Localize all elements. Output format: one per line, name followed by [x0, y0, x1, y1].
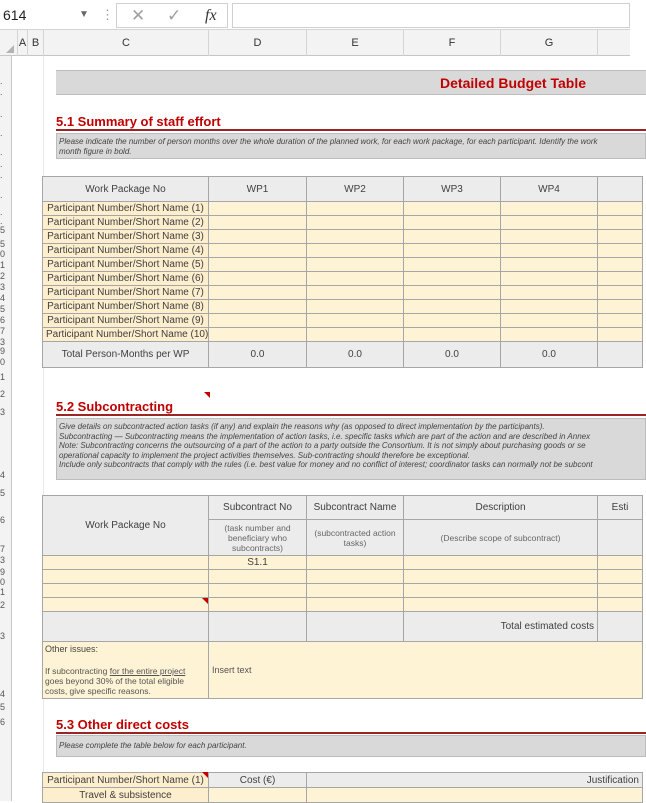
participant-row	[43, 244, 643, 258]
sub-cell[interactable]	[307, 556, 404, 570]
row-header[interactable]: 5	[0, 225, 6, 235]
participant-label: Participant Number/Short Name (10)	[43, 328, 209, 342]
total-wp1[interactable]: 0.0	[209, 342, 307, 368]
effort-cell[interactable]	[501, 202, 598, 216]
participant-label: Participant Number/Short Name (3)	[43, 230, 209, 244]
effort-cell[interactable]	[209, 328, 307, 342]
row-header[interactable]: .	[0, 170, 3, 180]
select-all-corner[interactable]	[0, 30, 18, 56]
row-header[interactable]: 0	[0, 249, 6, 259]
effort-cell[interactable]	[598, 244, 643, 258]
sub-cell[interactable]	[43, 598, 209, 612]
sub-header-work-package: Work Package No	[43, 496, 209, 556]
other-issues-label: Other issues:	[45, 644, 99, 654]
effort-cell[interactable]	[501, 328, 598, 342]
row-header[interactable]: 0	[0, 577, 6, 587]
row-header[interactable]: .	[0, 147, 3, 157]
odc-participant-header: Participant Number/Short Name (1)	[43, 773, 209, 788]
effort-cell[interactable]	[307, 216, 404, 230]
column-header-g[interactable]: G	[501, 30, 598, 56]
effort-cell[interactable]	[209, 202, 307, 216]
sub-cell[interactable]	[209, 570, 307, 584]
section-5-3-heading: 5.3 Other direct costs	[56, 717, 189, 732]
effort-cell[interactable]	[404, 328, 501, 342]
sub-cell[interactable]	[43, 556, 209, 570]
sub-cell[interactable]	[307, 598, 404, 612]
participant-row	[43, 328, 643, 342]
note-line: Please complete the table below for each participant.	[59, 741, 247, 750]
row-header[interactable]: .	[0, 128, 3, 138]
row-header[interactable]: .	[0, 190, 3, 200]
effort-cell[interactable]	[404, 314, 501, 328]
effort-cell[interactable]	[307, 258, 404, 272]
effort-cell[interactable]	[501, 216, 598, 230]
effort-cell[interactable]	[501, 272, 598, 286]
row-header[interactable]: 9	[0, 346, 6, 356]
row-header[interactable]: .	[0, 216, 3, 226]
row-header[interactable]: 0	[0, 357, 6, 367]
row-header[interactable]: 1	[0, 372, 6, 382]
row-header[interactable]: .	[0, 76, 3, 86]
sub-cell[interactable]	[598, 598, 643, 612]
row-header[interactable]: .	[0, 159, 3, 169]
header-extra	[598, 177, 643, 202]
total-extra[interactable]	[598, 342, 643, 368]
effort-cell[interactable]	[209, 230, 307, 244]
sub-header-estimated: Esti	[598, 496, 643, 520]
effort-cell[interactable]	[598, 216, 643, 230]
sub-total-blank	[209, 612, 307, 642]
section-5-2-note	[56, 418, 646, 480]
participant-row	[43, 286, 643, 300]
sub-header-description: Description	[404, 496, 598, 520]
effort-cell[interactable]	[598, 286, 643, 300]
effort-cell[interactable]	[501, 314, 598, 328]
effort-cell[interactable]	[307, 314, 404, 328]
effort-cell[interactable]	[404, 272, 501, 286]
formula-bar-grip-icon: ⋮	[101, 7, 114, 22]
sub-header-no: Subcontract No	[209, 496, 307, 520]
participant-label: Participant Number/Short Name (7)	[43, 286, 209, 300]
effort-cell[interactable]	[404, 300, 501, 314]
comment-marker[interactable]	[204, 392, 210, 398]
section-5-2-rule	[56, 414, 646, 416]
sub-total-label: Total estimated costs	[404, 612, 598, 642]
effort-cell[interactable]	[209, 286, 307, 300]
row-header[interactable]: 7	[0, 326, 6, 336]
staff-effort-table	[42, 176, 643, 368]
sub-cell[interactable]	[598, 556, 643, 570]
effort-cell[interactable]	[307, 244, 404, 258]
row-header[interactable]: 4	[0, 470, 6, 480]
note-line: month figure in bold.	[59, 146, 132, 156]
sub-cell[interactable]	[598, 570, 643, 584]
row-header[interactable]: 1	[0, 260, 6, 270]
participant-label: Participant Number/Short Name (8)	[43, 300, 209, 314]
enter-icon[interactable]: ✓	[167, 6, 182, 25]
effort-cell[interactable]	[598, 328, 643, 342]
row-header[interactable]: 5	[0, 239, 6, 249]
row-header[interactable]: 3	[0, 407, 6, 417]
sub-name-hint: (subcontracted action tasks)	[307, 520, 404, 556]
sub-est-hint	[598, 520, 643, 556]
effort-cell[interactable]	[404, 202, 501, 216]
effort-cell[interactable]	[307, 300, 404, 314]
note-line: Note: Subcontracting concerns the outsourcing of a part of the action to a party outside the Consortium. It is not simply about purchasing goods or se	[59, 441, 586, 450]
other-issues-input[interactable]: Insert text	[209, 642, 643, 699]
sub-cell[interactable]	[598, 584, 643, 598]
odc-cost-header: Cost (€)	[209, 773, 307, 788]
participant-label: Participant Number/Short Name (6)	[43, 272, 209, 286]
effort-cell[interactable]	[501, 258, 598, 272]
column-header-f[interactable]: F	[404, 30, 501, 56]
sub-cell[interactable]	[307, 584, 404, 598]
sub-cell[interactable]	[209, 598, 307, 612]
formula-buttons	[116, 3, 228, 28]
formula-input[interactable]	[232, 3, 630, 28]
sub-cell[interactable]	[404, 584, 598, 598]
effort-cell[interactable]	[209, 244, 307, 258]
row-header[interactable]: 5	[0, 702, 6, 712]
sub-cell[interactable]	[43, 570, 209, 584]
formula-bar	[0, 0, 630, 30]
section-5-1-note	[56, 133, 646, 159]
effort-cell[interactable]	[598, 272, 643, 286]
participant-label: Participant Number/Short Name (2)	[43, 216, 209, 230]
note-line: operational capacity to implement the project activities themselves. Sub-contracting should therefore be exceptional.	[59, 450, 470, 460]
participant-row	[43, 314, 643, 328]
sub-cell[interactable]	[404, 556, 598, 570]
total-wp4[interactable]: 0.0	[501, 342, 598, 368]
participant-label: Participant Number/Short Name (9)	[43, 314, 209, 328]
column-header-c[interactable]: C	[44, 30, 209, 56]
effort-cell[interactable]	[209, 300, 307, 314]
column-header-b[interactable]: B	[28, 30, 44, 56]
row-header[interactable]: .	[0, 87, 3, 97]
note-line: Give details on subcontracted action tasks (if any) and explain the reasons why (as opposed to direct implementation by the participants).	[59, 422, 545, 431]
column-headers	[0, 30, 630, 56]
effort-cell[interactable]	[598, 202, 643, 216]
header-work-package: Work Package No	[43, 177, 209, 202]
row-header[interactable]: .	[0, 109, 3, 119]
name-box-dropdown-icon[interactable]: ▼	[79, 9, 89, 20]
comment-marker[interactable]	[202, 598, 208, 604]
effort-cell[interactable]	[501, 300, 598, 314]
effort-cell[interactable]	[307, 202, 404, 216]
row-header[interactable]: .	[0, 207, 3, 217]
comment-marker[interactable]	[202, 772, 208, 778]
odc-travel-justification[interactable]	[307, 788, 643, 803]
participant-label: Participant Number/Short Name (5)	[43, 258, 209, 272]
row-header[interactable]: 3	[0, 337, 6, 347]
name-box[interactable]: 614	[3, 7, 27, 23]
row-header[interactable]: 6	[0, 717, 6, 727]
participant-row	[43, 202, 643, 216]
section-5-2-heading: 5.2 Subcontracting	[56, 399, 174, 414]
sub-cell[interactable]	[43, 584, 209, 598]
effort-cell[interactable]	[501, 244, 598, 258]
column-header-d[interactable]: D	[209, 30, 307, 56]
sub-total-value[interactable]	[598, 612, 643, 642]
sub-no-hint: (task number and beneficiary who subcontracts)	[209, 520, 307, 556]
sub-total-blank	[43, 612, 209, 642]
effort-cell[interactable]	[404, 286, 501, 300]
effort-cell[interactable]	[598, 300, 643, 314]
row-header[interactable]: 6	[0, 315, 6, 325]
section-5-1-heading: 5.1 Summary of staff effort	[56, 114, 221, 129]
row-header[interactable]: 6	[0, 515, 6, 525]
participant-row	[43, 258, 643, 272]
row-header[interactable]: 2	[0, 600, 6, 610]
row-header[interactable]: 3	[0, 631, 6, 641]
effort-cell[interactable]	[501, 286, 598, 300]
subcontracting-table	[42, 495, 643, 699]
section-5-1-rule	[56, 129, 646, 131]
section-5-3-note	[56, 735, 646, 757]
other-issues-note: If subcontracting for the entire project goes beyond 30% of the total eligible costs, give specific reasons.	[45, 666, 186, 696]
sub-cell[interactable]	[404, 598, 598, 612]
header-wp2: WP2	[307, 177, 404, 202]
effort-cell[interactable]	[404, 244, 501, 258]
row-header[interactable]: 4	[0, 689, 6, 699]
row-header[interactable]: 1	[0, 587, 6, 597]
sub-header-name: Subcontract Name	[307, 496, 404, 520]
effort-cell[interactable]	[598, 230, 643, 244]
sub-desc-hint: (Describe scope of subcontract)	[404, 520, 598, 556]
effort-cell[interactable]	[307, 272, 404, 286]
row-header[interactable]: 3	[0, 282, 6, 292]
header-wp1: WP1	[209, 177, 307, 202]
row-header[interactable]: 2	[0, 271, 6, 281]
participant-label: Participant Number/Short Name (1)	[43, 202, 209, 216]
effort-cell[interactable]	[404, 216, 501, 230]
sheet-grid	[13, 56, 639, 801]
note-line: Please indicate the number of person months over the whole duration of the planned work, for each work package, for each participant. Identify the work	[59, 137, 598, 146]
row-header[interactable]: 2	[0, 389, 6, 399]
insert-function-icon[interactable]: fx	[205, 7, 217, 24]
sub-cell[interactable]	[307, 570, 404, 584]
row-header[interactable]: 5	[0, 304, 6, 314]
header-wp4: WP4	[501, 177, 598, 202]
effort-cell[interactable]	[598, 258, 643, 272]
note-line: Include only subcontracts that comply with the rules (i.e. best value for money and no conflict of interest; coordinator tasks can normally not be subcont	[59, 460, 593, 469]
odc-travel-label: Travel & subsistence	[43, 788, 209, 803]
cancel-icon[interactable]: ✕	[131, 6, 146, 25]
row-header[interactable]: 7	[0, 544, 6, 554]
row-header[interactable]: 5	[0, 488, 6, 498]
sub-cell[interactable]	[404, 570, 598, 584]
participant-row	[43, 272, 643, 286]
effort-cell[interactable]	[501, 230, 598, 244]
row-header[interactable]: 9	[0, 567, 6, 577]
effort-cell[interactable]	[209, 272, 307, 286]
sub-first-no[interactable]: S1.1	[209, 556, 307, 570]
section-5-3-rule	[56, 732, 646, 734]
header-wp3: WP3	[404, 177, 501, 202]
participant-row	[43, 216, 643, 230]
effort-cell[interactable]	[598, 314, 643, 328]
participant-row	[43, 230, 643, 244]
other-issues-cell	[43, 642, 209, 699]
other-direct-costs-table	[42, 772, 643, 803]
effort-cell[interactable]	[307, 328, 404, 342]
effort-cell[interactable]	[209, 314, 307, 328]
effort-cell[interactable]	[307, 230, 404, 244]
budget-title-band	[56, 70, 646, 95]
budget-title: Detailed Budget Table	[440, 75, 586, 91]
odc-justification-header: Justification	[307, 773, 643, 788]
sub-cell[interactable]	[209, 584, 307, 598]
row-headers	[0, 56, 12, 801]
effort-cell[interactable]	[209, 216, 307, 230]
note-line: Subcontracting — Subcontracting means the implementation of action tasks, i.e. specific tasks which are part of the action and are described in Annex	[59, 431, 591, 441]
column-header-a[interactable]: A	[18, 30, 28, 56]
row-header[interactable]: 3	[0, 555, 6, 565]
total-wp3[interactable]: 0.0	[404, 342, 501, 368]
total-pm-label: Total Person-Months per WP	[43, 342, 209, 368]
sub-total-blank	[307, 612, 404, 642]
row-header[interactable]: 4	[0, 293, 6, 303]
effort-cell[interactable]	[209, 258, 307, 272]
odc-travel-cost[interactable]	[209, 788, 307, 803]
effort-cell[interactable]	[404, 258, 501, 272]
column-header-e[interactable]: E	[307, 30, 404, 56]
total-wp2[interactable]: 0.0	[307, 342, 404, 368]
effort-cell[interactable]	[404, 230, 501, 244]
participant-label: Participant Number/Short Name (4)	[43, 244, 209, 258]
effort-cell[interactable]	[307, 286, 404, 300]
participant-row	[43, 300, 643, 314]
